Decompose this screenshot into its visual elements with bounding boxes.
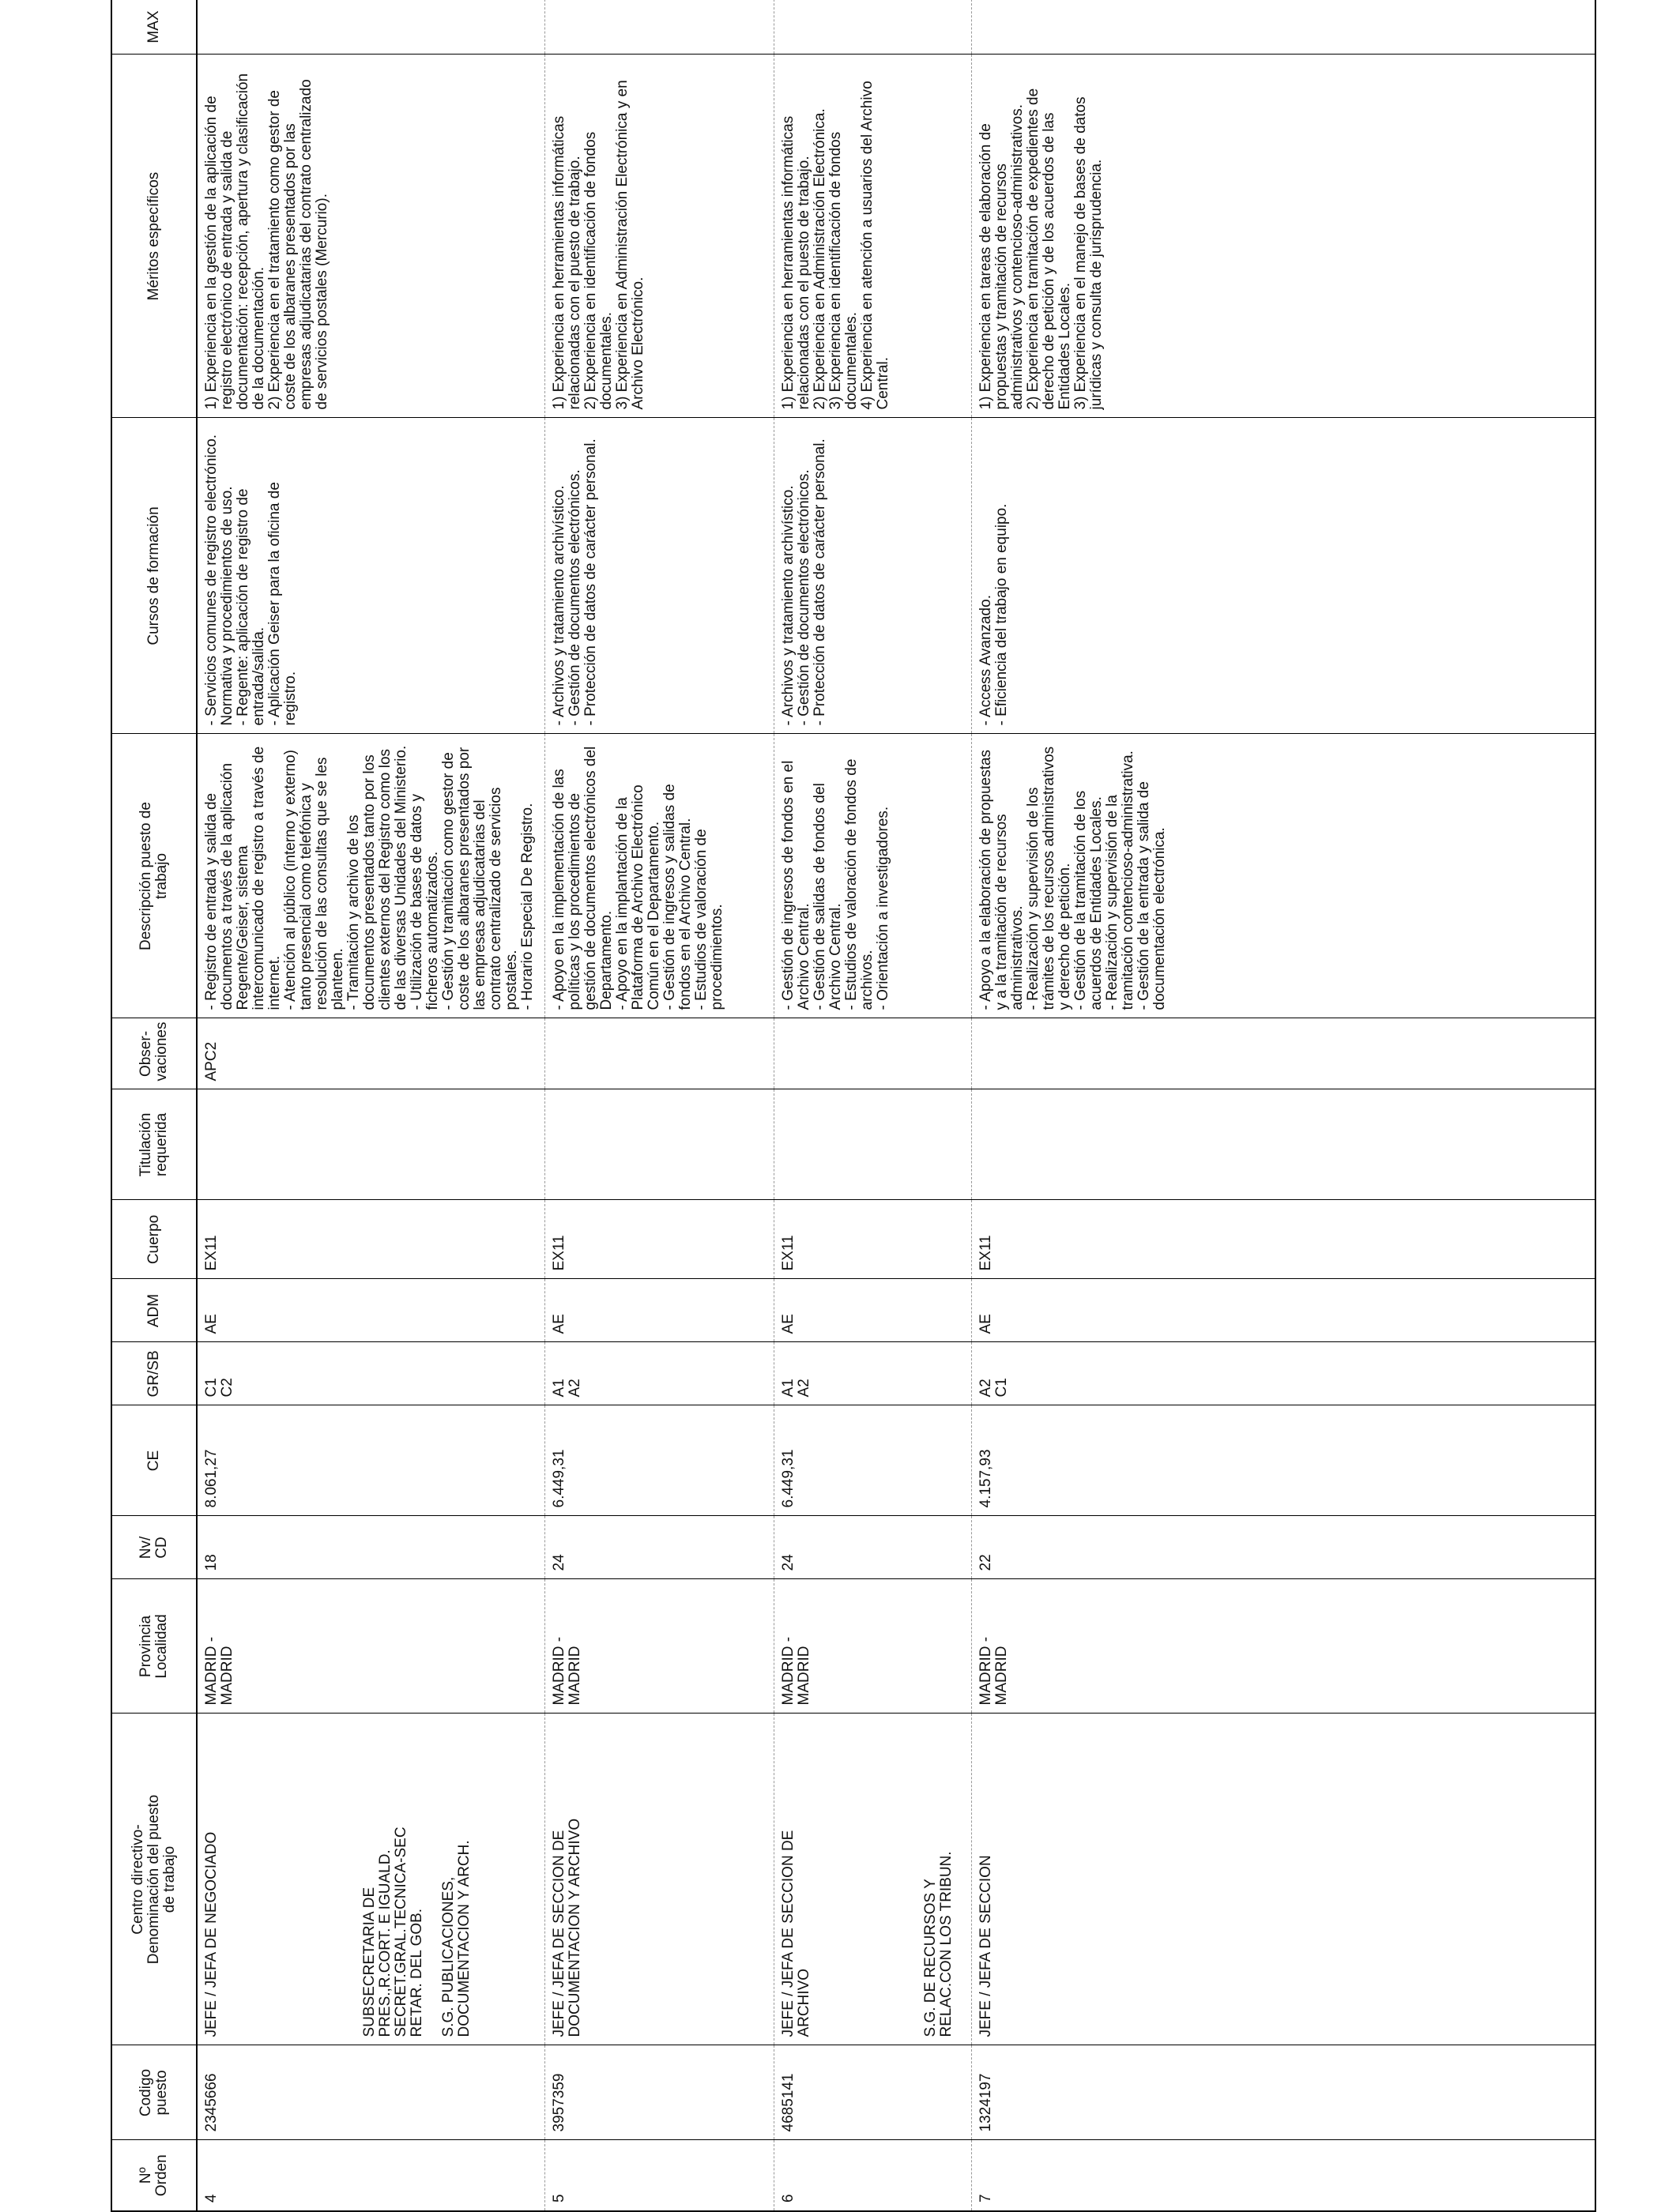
cell-cuerpo: EX11 (774, 1200, 971, 1279)
cell-codigo: 1324197 (971, 2045, 1595, 2140)
cell-orden: 5 (544, 2140, 774, 2211)
cell-orden: 6 (774, 2140, 971, 2211)
cell-centro: JEFE / JEFA DE NEGOCIADO SUBSECRETARIA DE PRES.,R.CORT. E IGUALD. SECRET.GRAL.TECNICA-SEC RETAR. DEL GOB. S.G. PUBLICACIONES, DOCUMENTACION Y ARCH. (197, 1714, 544, 2045)
header-grupo: GR/SB (111, 1342, 197, 1405)
cell-nivel: 24 (774, 1516, 971, 1579)
cell-descripcion: - Registro de entrada y salida de documentos a través de la aplicación Regente/Geiser, sistema intercomunicado de registro a través de internet. - Atención al público (interno y externo) tanto presencial como telefónica y resolución de las consultas que se les planteen. - Tramitación y archivo de los documentos presentados tanto por los clientes externos del Registro como los de las diversas Unidades del Ministerio. - Utilización de bases de datos y ficheros automatizados. - Gestión y tramitación como gestor de coste de los albaranes presentados por las empresas adjudicatarias del contrato centralizado de servicios postales. - Horario Especial De Registro. (197, 734, 544, 1018)
cell-grupo: A1 A2 (774, 1342, 971, 1405)
cell-ce: 6.449,31 (774, 1405, 971, 1516)
cell-centro: JEFE / JEFA DE SECCION DE DOCUMENTACION Y ARCHIVO (544, 1714, 774, 2045)
job-positions-table (111, 0, 1596, 2212)
cell-ce: 8.061,27 (197, 1405, 544, 1516)
table-row (544, 0, 774, 2211)
cell-provincia: MADRID - MADRID (544, 1579, 774, 1714)
header-cuerpo: Cuerpo (111, 1200, 197, 1279)
cell-cursos: - Archivos y tratamiento archivístico. - Gestión de documentos electrónicos. - Protección de datos de carácter personal. (544, 418, 774, 734)
cell-grupo: C1 C2 (197, 1342, 544, 1405)
cell-observaciones (971, 1018, 1595, 1089)
cell-adm: AE (197, 1279, 544, 1342)
cell-grupo: A1 A2 (544, 1342, 774, 1405)
cell-orden: 7 (971, 2140, 1595, 2211)
cell-meritos: 1) Experiencia en herramientas informáticas relacionadas con el puesto de trabajo. 2) Experiencia en identificación de fondos documentales. 3) Experiencia en Administración Electrónica y en Archivo Electrónico. (544, 55, 774, 418)
cell-observaciones (774, 1018, 971, 1089)
cell-nivel: 18 (197, 1516, 544, 1579)
cell-provincia: MADRID - MADRID (971, 1579, 1595, 1714)
cell-adm: AE (544, 1279, 774, 1342)
cell-orden: 4 (197, 2140, 544, 2211)
cell-adm: AE (971, 1279, 1595, 1342)
cell-titulacion (197, 1089, 544, 1200)
header-orden: Nº Orden (111, 2140, 197, 2211)
cell-descripcion: - Apoyo en la implementación de las políticas y los procedimientos de gestión de documentos electrónicos del Departamento. - Apoyo en la implantación de la Plataforma de Archivo Electrónico Común en el Departamento. - Gestión de ingresos y salidas de fondos en el Archivo Central. - Estudios de valoración de procedimientos. (544, 734, 774, 1018)
cell-codigo: 4685141 (774, 2045, 971, 2140)
cell-provincia: MADRID - MADRID (197, 1579, 544, 1714)
cell-nivel: 22 (971, 1516, 1595, 1579)
cell-meritos: 1) Experiencia en la gestión de la aplicación de registro electrónico de entrada y salida de documentación: recepción, apertura y clasificación de la documentación. 2) Experiencia en el tratamiento como gestor de coste de los albaranes presentados por las empresas adjudicatarias del contrato centralizado de servicios postales (Mercurio). (197, 55, 544, 418)
cell-provincia: MADRID - MADRID (774, 1579, 971, 1714)
cell-nivel: 24 (544, 1516, 774, 1579)
cell-descripcion: - Apoyo a la elaboración de propuestas y a la tramitación de recursos administrativos. - Realización y supervisión de los trámites de los recursos administrativos y derecho de petición. - Gestión de la tramitación de los acuerdos de Entidades Locales. - Realización y supervisión de la tramitación contencioso-administrativa. - Gestión de la entrada y salida de documentación electrónica. (971, 734, 1595, 1018)
cell-cursos: - Archivos y tratamiento archivístico. - Gestión de documentos electrónicos. - Protección de datos de carácter personal. (774, 418, 971, 734)
cell-ce: 6.449,31 (544, 1405, 774, 1516)
header-observaciones: Obser- vaciones (111, 1018, 197, 1089)
header-adm: ADM (111, 1279, 197, 1342)
cell-max (544, 0, 774, 55)
header-descripcion: Descripción puesto de trabajo (111, 734, 197, 1018)
cell-cursos: - Servicios comunes de registro electrónico. Normativa y procedimientos de uso. - Regente: aplicación de registro de entrada/salida. - Aplicación Geiser para la oficina de registro. (197, 418, 544, 734)
cell-max (197, 0, 544, 55)
header-ce: CE (111, 1405, 197, 1516)
table-row (971, 0, 1595, 2211)
cell-adm: AE (774, 1279, 971, 1342)
cell-cuerpo: EX11 (544, 1200, 774, 1279)
cell-codigo: 3957359 (544, 2045, 774, 2140)
cell-cuerpo: EX11 (197, 1200, 544, 1279)
header-meritos: Méritos específicos (111, 55, 197, 418)
header-centro: Centro directivo- Denominación del puesto de trabajo (111, 1714, 197, 2045)
cell-ce: 4.157,93 (971, 1405, 1595, 1516)
cell-observaciones: APC2 (197, 1018, 544, 1089)
cell-codigo: 2345666 (197, 2045, 544, 2140)
cell-titulacion (971, 1089, 1595, 1200)
header-codigo: Codigo puesto (111, 2045, 197, 2140)
cell-descripcion: - Gestión de ingresos de fondos en el Archivo Central. - Gestión de salidas de fondos del Archivo Central. - Estudios de valoración de fondos de archivos. - Orientación a investigadores. (774, 734, 971, 1018)
cell-cuerpo: EX11 (971, 1200, 1595, 1279)
cell-meritos: 1) Experiencia en herramientas informáticas relacionadas con el puesto de trabajo. 2) Experiencia en Administración Electrónica. 3) Experiencia en identificación de fondos documentales. 4) Experiencia en atención a usuarios del Archivo Central. (774, 55, 971, 418)
table-row (197, 0, 544, 2211)
cell-titulacion (544, 1089, 774, 1200)
header-titulacion: Titulación requerida (111, 1089, 197, 1200)
cell-centro: JEFE / JEFA DE SECCION (971, 1714, 1595, 2045)
cell-max (774, 0, 971, 55)
header-nivel: Nv/ CD (111, 1516, 197, 1579)
header-provincia: Provincia Localidad (111, 1579, 197, 1714)
header-cursos: Cursos de formación (111, 418, 197, 734)
cell-meritos: 1) Experiencia en tareas de elaboración de propuestas y tramitación de recursos administrativos y contencioso-administrativos. 2) Experiencia en tramitación de expedientes de derecho de petición y de los acuerdos de las Entidades Locales. 3) Experiencia en el manejo de bases de datos jurídicas y consulta de jurisprudencia. (971, 55, 1595, 418)
cell-observaciones (544, 1018, 774, 1089)
cell-cursos: - Access Avanzado. - Eficiencia del trabajo en equipo. (971, 418, 1595, 734)
rotated-page (111, 10, 1596, 2212)
cell-grupo: A2 C1 (971, 1342, 1595, 1405)
cell-max (971, 0, 1595, 55)
cell-titulacion (774, 1089, 971, 1200)
header-row (111, 0, 197, 2211)
header-max: MAX (111, 0, 197, 55)
table-row (774, 0, 971, 2211)
cell-centro: JEFE / JEFA DE SECCION DE ARCHIVO S.G. DE RECURSOS Y RELAC.CON LOS TRIBUN. (774, 1714, 971, 2045)
